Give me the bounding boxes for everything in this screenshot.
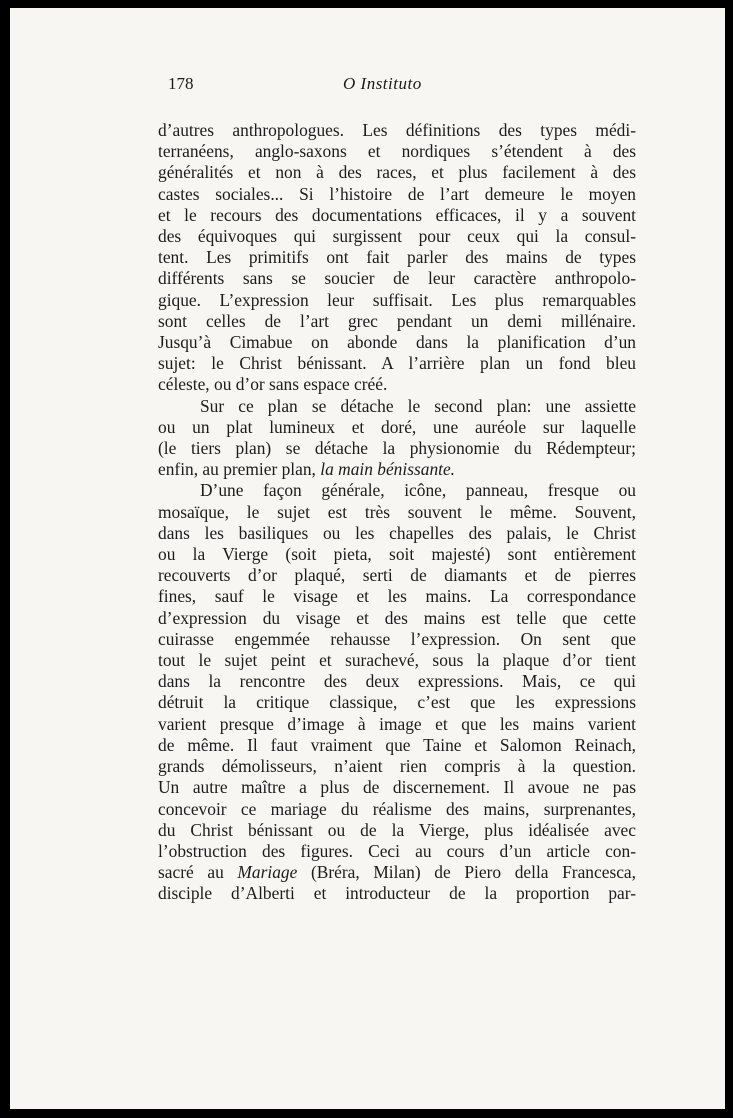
- italic-phrase: la main bénissante.: [320, 459, 456, 480]
- text-line: grands démolisseurs, n’aient rien compris à la question.: [158, 756, 636, 777]
- text-line: (le tiers plan) se détache la physionomie du Rédempteur;: [158, 438, 636, 459]
- text-line: castes sociales... Si l’histoire de l’art demeure le moyen: [158, 183, 636, 204]
- text-line: disciple d’Alberti et introducteur de la proportion par-: [158, 883, 636, 904]
- text-line: sujet: le Christ bénissant. A l’arrière plan un fond bleu: [158, 353, 636, 374]
- running-title: O Instituto: [343, 74, 422, 93]
- text-line: dans les basiliques ou les chapelles des palais, le Christ: [158, 522, 636, 543]
- text-line: recouverts d’or plaqué, serti de diamants et de pierres: [158, 565, 636, 586]
- text-line: tout le sujet peint et surachevé, sous la plaque d’or tient: [158, 650, 636, 671]
- text-line: fines, sauf le visage et les mains. La correspondance: [158, 586, 636, 607]
- text-line: du Christ bénissant ou de la Vierge, plus idéalisée avec: [158, 819, 636, 840]
- text-line: et le recours des documentations efficaces, il y a souvent: [158, 204, 636, 225]
- text-line: concevoir ce mariage du réalisme des mains, surprenantes,: [158, 798, 636, 819]
- text-segment: enfin, au premier plan,: [158, 459, 316, 480]
- text-line: ou la Vierge (soit pieta, soit majesté) sont entièrement: [158, 544, 636, 565]
- text-line: céleste, ou d’or sans espace créé.: [158, 374, 388, 395]
- text-line: Jusqu’à Cimabue on abonde dans la planification d’un: [158, 332, 636, 353]
- paragraph-1: [158, 120, 636, 396]
- text-line: tent. Les primitifs ont fait parler des mains de types: [158, 247, 636, 268]
- text-line: Un autre maître a plus de discernement. Il avoue ne pas: [158, 777, 636, 798]
- text-line: sont celles de l’art grec pendant un demi millénaire.: [158, 310, 636, 331]
- text-line: terranéens, anglo-saxons et nordiques s’étendent à des: [158, 141, 636, 162]
- page-header: [168, 74, 638, 102]
- body-text: [158, 120, 636, 905]
- text-line: varient presque d’image à image et que les mains varient: [158, 713, 636, 734]
- text-line: Sur ce plan se détache le second plan: une assiette: [200, 395, 636, 416]
- text-line: des équivoques qui surgissent pour ceux qui la consul-: [158, 226, 636, 247]
- text-line: gique. L’expression leur suffisait. Les plus remarquables: [158, 289, 636, 310]
- text-line: [158, 862, 636, 883]
- text-line: de même. Il faut vraiment que Taine et Salomon Reinach,: [158, 734, 636, 755]
- text-line: [158, 459, 636, 480]
- paragraph-2: [158, 396, 636, 481]
- document-page: [10, 8, 725, 1109]
- text-line: détruit la critique classique, c’est que les expressions: [158, 692, 636, 713]
- page-number: 178: [168, 74, 194, 93]
- text-line: l’obstruction des figures. Ceci au cours d’un article con-: [158, 840, 636, 861]
- italic-title: Mariage: [237, 862, 298, 883]
- text-line: différents sans se soucier de leur caractère anthropolo-: [158, 268, 636, 289]
- text-segment: (Bréra, Milan) de Piero della Francesca,: [297, 862, 636, 883]
- text-line: généralités et non à des races, et plus facilement à des: [158, 162, 636, 183]
- text-line: D’une façon générale, icône, panneau, fresque ou: [200, 480, 636, 501]
- paragraph-3: [158, 480, 636, 904]
- text-line: dans la rencontre des deux expressions. Mais, ce qui: [158, 671, 636, 692]
- text-line: cuirasse engemmée rehausse l’expression. On sent que: [158, 628, 636, 649]
- text-line: mosaïque, le sujet est très souvent le même. Souvent,: [158, 501, 636, 522]
- text-line: d’autres anthropologues. Les définitions des types médi-: [158, 120, 636, 140]
- text-line: ou un plat lumineux et doré, une auréole sur laquelle: [158, 416, 636, 437]
- text-line: d’expression du visage et des mains est telle que cette: [158, 607, 636, 628]
- text-segment: sacré au: [158, 862, 238, 883]
